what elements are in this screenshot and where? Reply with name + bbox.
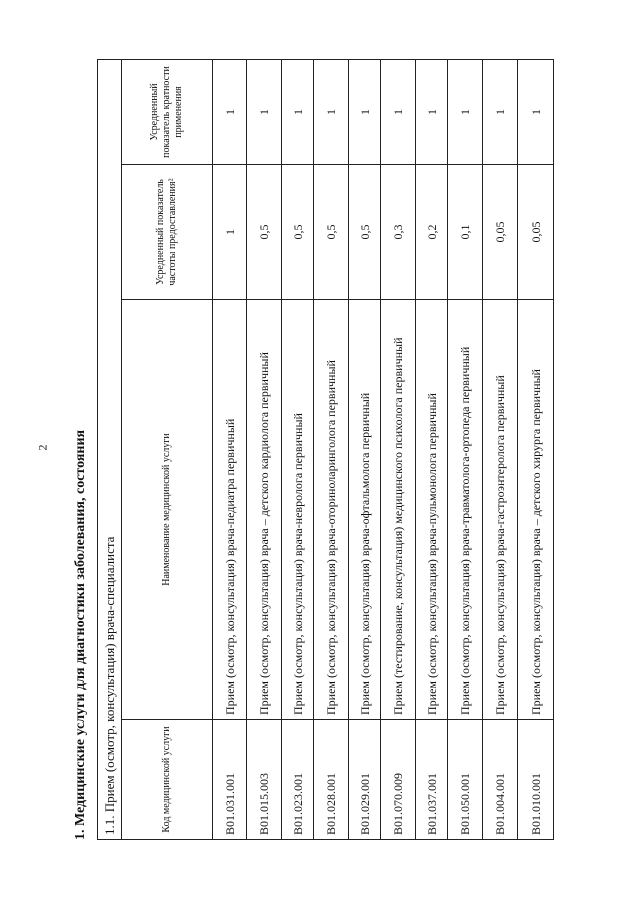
service-frequency: 0,2 xyxy=(416,165,448,300)
service-code: B01.015.003 xyxy=(247,720,282,840)
table-row xyxy=(483,59,518,839)
subsection-title: 1.1. Прием (осмотр, консультация) врача-специалиста xyxy=(98,59,122,839)
service-code: B01.070.009 xyxy=(381,720,416,840)
service-frequency: 0,5 xyxy=(349,165,381,300)
table-row xyxy=(349,59,381,839)
service-multiplicity: 1 xyxy=(416,59,448,164)
section-title: 1. Медицинские услуги для диагностики заболевания, состояния xyxy=(73,429,88,840)
service-name: Прием (осмотр, консультация) врача – детского хирурга первичный xyxy=(518,300,554,720)
header-multiplicity: Усредненный показатель кратности применения xyxy=(122,59,213,164)
subsection-row xyxy=(98,59,122,839)
service-code: B01.050.001 xyxy=(448,720,483,840)
service-code: B01.029.001 xyxy=(349,720,381,840)
service-frequency: 0,05 xyxy=(518,165,554,300)
table-row xyxy=(282,59,314,839)
table-row xyxy=(518,59,554,839)
table-row xyxy=(416,59,448,839)
service-code: B01.023.001 xyxy=(282,720,314,840)
services-table xyxy=(97,59,554,840)
service-multiplicity: 1 xyxy=(448,59,483,164)
service-frequency: 0,5 xyxy=(282,165,314,300)
header-frequency: Усредненный показатель частоты предоставления² xyxy=(122,165,213,300)
service-multiplicity: 1 xyxy=(483,59,518,164)
service-name: Прием (осмотр, консультация) врача-офтальмолога первичный xyxy=(349,300,381,720)
header-code: Код медицинской услуги xyxy=(122,720,213,840)
service-name: Прием (осмотр, консультация) врача-пульмонолога первичный xyxy=(416,300,448,720)
service-frequency: 0,3 xyxy=(381,165,416,300)
table-row xyxy=(314,59,349,839)
service-multiplicity: 1 xyxy=(381,59,416,164)
service-name: Прием (тестирование, консультация) медицинского психолога первичный xyxy=(381,300,416,720)
service-multiplicity: 1 xyxy=(282,59,314,164)
service-name: Прием (осмотр, консультация) врача-педиатра первичный xyxy=(213,300,247,720)
page-number: 2 xyxy=(35,444,50,451)
service-code: B01.010.001 xyxy=(518,720,554,840)
service-multiplicity: 1 xyxy=(213,59,247,164)
service-name: Прием (осмотр, консультация) врача – детского кардиолога первичный xyxy=(247,300,282,720)
header-name: Наименование медицинской услуги xyxy=(122,300,213,720)
service-frequency: 0,1 xyxy=(448,165,483,300)
table-row xyxy=(448,59,483,839)
table-header-row xyxy=(122,59,213,839)
service-code: B01.004.001 xyxy=(483,720,518,840)
service-frequency: 0,5 xyxy=(314,165,349,300)
service-code: B01.031.001 xyxy=(213,720,247,840)
service-name: Прием (осмотр, консультация) врача-травматолога-ортопеда первичный xyxy=(448,300,483,720)
service-frequency: 1 xyxy=(213,165,247,300)
service-multiplicity: 1 xyxy=(518,59,554,164)
service-multiplicity: 1 xyxy=(349,59,381,164)
service-frequency: 0,5 xyxy=(247,165,282,300)
table-row xyxy=(213,59,247,839)
table-row xyxy=(247,59,282,839)
service-name: Прием (осмотр, консультация) врача-гастроэнтеролога первичный xyxy=(483,300,518,720)
service-multiplicity: 1 xyxy=(247,59,282,164)
service-code: B01.037.001 xyxy=(416,720,448,840)
service-multiplicity: 1 xyxy=(314,59,349,164)
table-row xyxy=(381,59,416,839)
service-frequency: 0,05 xyxy=(483,165,518,300)
service-name: Прием (осмотр, консультация) врача-оториноларинголога первичный xyxy=(314,300,349,720)
rotated-page-content xyxy=(70,60,630,840)
service-code: B01.028.001 xyxy=(314,720,349,840)
service-name: Прием (осмотр, консультация) врача-невролога первичный xyxy=(282,300,314,720)
